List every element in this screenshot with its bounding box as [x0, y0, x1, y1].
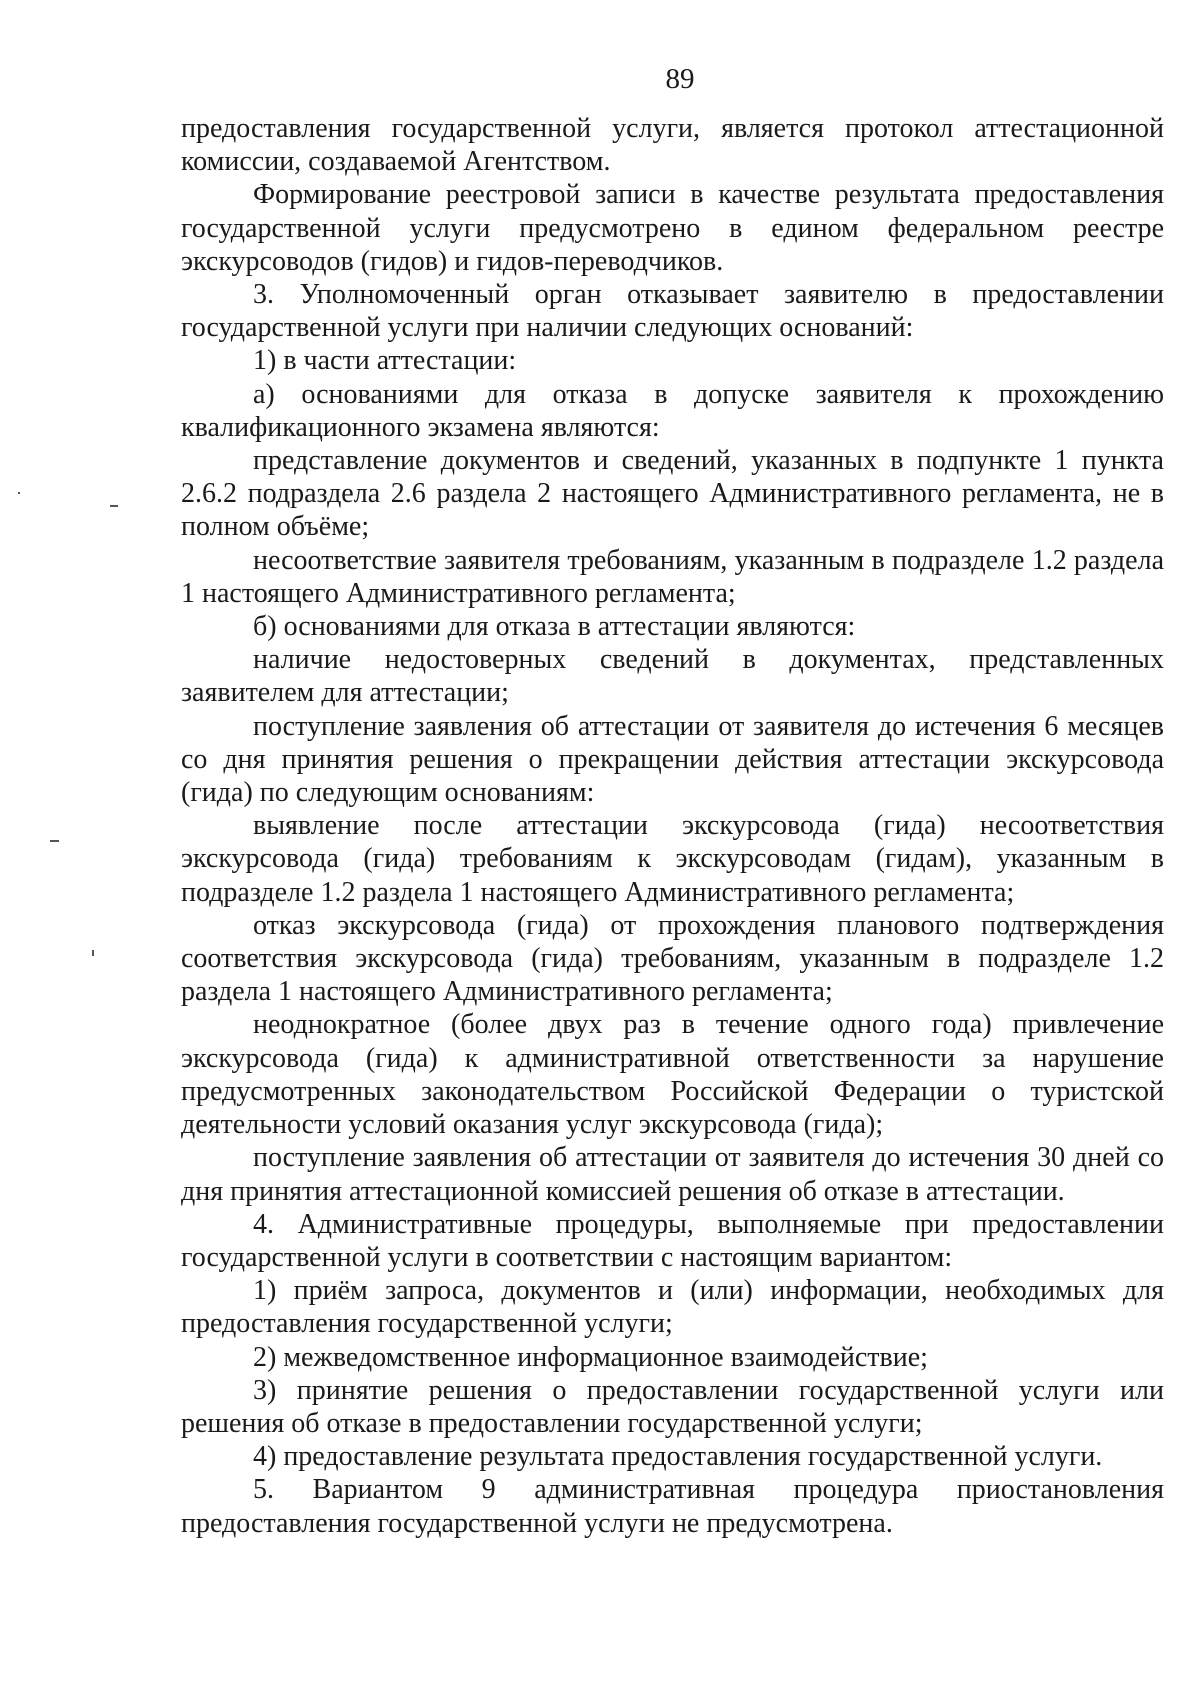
scan-mark	[92, 950, 94, 956]
paragraph: 4. Административные процедуры, выполняемые при предоставлении государственной услуги в соответствии с настоящим вариантом:	[181, 1208, 1164, 1273]
paragraph: поступление заявления об аттестации от заявителя до истечения 6 месяцев со дня принятия решения о прекращении действия аттестации экскурсовода (гида) по следующим основаниям:	[181, 710, 1164, 809]
paragraph: 3) принятие решения о предоставлении государственной услуги или решения об отказе в предоставлении государственной услуги;	[181, 1374, 1164, 1439]
page-number: 89	[665, 63, 695, 95]
paragraph: 1) в части аттестации:	[253, 345, 517, 377]
paragraph: 4) предоставление результата предоставления государственной услуги.	[253, 1441, 1103, 1473]
paragraph: Формирование реестровой записи в качестве результата предоставления государственной услуги предусмотрено в едином федеральном реестре экскурсоводов (гидов) и гидов-переводчиков.	[181, 179, 1164, 277]
paragraph: предоставления государственной услуги, является протокол аттестационной комиссии, создаваемой Агентством.	[181, 113, 1164, 178]
scan-mark	[18, 492, 20, 494]
scan-mark	[110, 505, 118, 507]
paragraph: а) основаниями для отказа в допуске заявителя к прохождению квалификационного экзамена являются:	[181, 378, 1164, 443]
paragraph: наличие недостоверных сведений в документах, представленных заявителем для аттестации;	[181, 644, 1164, 709]
paragraph: 5. Вариантом 9 административная процедура приостановления предоставления государственной услуги не предусмотрена.	[181, 1474, 1164, 1539]
paragraph: б) основаниями для отказа в аттестации являются:	[253, 611, 856, 643]
paragraph: несоответствие заявителя требованиям, указанным в подразделе 1.2 раздела 1 настоящего Административного регламента;	[181, 544, 1164, 609]
paragraph: 3. Уполномоченный орган отказывает заявителю в предоставлении государственной услуги при наличии следующих оснований:	[181, 279, 1164, 344]
paragraph: представление документов и сведений, указанных в подпункте 1 пункта 2.6.2 подраздела 2.6 раздела 2 настоящего Административного регламента, не в полном объёме;	[181, 445, 1164, 543]
scan-mark	[50, 840, 59, 842]
paragraph: выявление после аттестации экскурсовода (гида) несоответствия экскурсовода (гида) требованиям к экскурсоводам (гидам), указанным в подразделе 1.2 раздела 1 настоящего Административного регламента;	[181, 810, 1164, 908]
paragraph: неоднократное (более двух раз в течение одного года) привлечение экскурсовода (гида) к административной ответственности за нарушение предусмотренных законодательством Российской Федерации о туристской деятельности условий оказания услуг экскурсовода (гида);	[181, 1009, 1164, 1141]
paragraph: 1) приём запроса, документов и (или) информации, необходимых для предоставления государственной услуги;	[181, 1275, 1164, 1340]
paragraph: отказ экскурсовода (гида) от прохождения планового подтверждения соответствия экскурсовода (гида) требованиям, указанным в подразделе 1.2 раздела 1 настоящего Административного регламента;	[181, 909, 1164, 1008]
paragraph: поступление заявления об аттестации от заявителя до истечения 30 дней со дня принятия аттестационной комиссией решения об отказе в аттестации.	[181, 1142, 1164, 1207]
paragraph: 2) межведомственное информационное взаимодействие;	[253, 1341, 928, 1373]
document-body	[181, 112, 1164, 1540]
